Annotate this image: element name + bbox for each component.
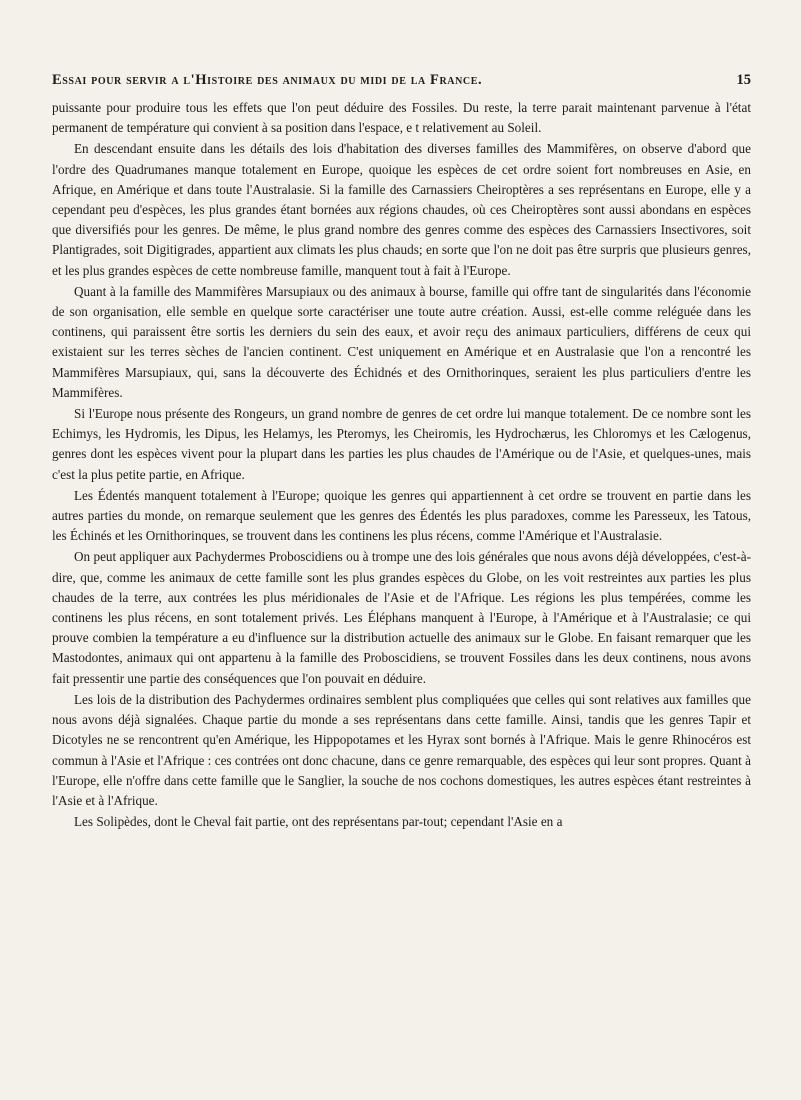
page-number: 15: [736, 72, 751, 88]
running-header: [52, 72, 751, 89]
paragraph-2: En descendant ensuite dans les détails des lois d'habitation des diverses familles des Mammifères, on observe d'abord que l'ordre des Quadrumanes manque totalement en Europe, quoique les espèces de cet ordre soient fort nombreuses en Asie, en Afrique, en Amérique et dans toute l'Australasie. Si la famille des Carnassiers Cheiroptères a ses représentans en Europe, elle y a cependant peu d'espèces, les plus grandes étant bornées aux régions chaudes, où ces Cheiroptères sont aussi abondans en espèces que diversifiés pour les genres. De même, le plus grand nombre des genres comme des espèces des Carnassiers Insectivores, soit Plantigrades, soit Digitigrades, appartient aux climats les plus chauds; en sorte que l'on ne doit pas être surpris que plusieurs genres, et les plus grandes espèces de cette nombreuse famille, manquent tout à fait à l'Europe.: [52, 141, 751, 278]
paragraph-8: Les Solipèdes, dont le Cheval fait partie, ont des représentans par-tout; cependant l'Asie en a: [74, 814, 563, 830]
paragraph-1: puissante pour produire tous les effets que l'on peut déduire des Fossiles. Du reste, la terre parait maintenant parvenue à l'état permanent de température qui convient à sa position dans l'espace, e t relativement au Soleil.: [52, 100, 751, 136]
paragraph-4: Si l'Europe nous présente des Rongeurs, un grand nombre de genres de cet ordre lui manque totalement. De ce nombre sont les Echimys, les Hydromis, les Dipus, les Helamys, les Pteromys, les Cheiromis, les Hydrochærus, les Chloromys et les Cælogenus, genres dont les espèces vivent pour la plupart dans les parties les plus chaudes de l'Amérique ou de l'Asie, et quelques-unes, mais c'est la plus petite partie, en Afrique.: [52, 406, 751, 482]
paragraph-7: Les lois de la distribution des Pachydermes ordinaires semblent plus compliquées que celles qui sont relatives aux familles que nous avons déjà signalées. Chaque partie du monde a ses représentans dans cette famille. Ainsi, tandis que les genres Tapir et Dicotyles ne se rencontrent qu'en Amérique, les Hippopotames et les Hyrax sont bornés à l'Afrique. Mais le genre Rhinocéros est commun à l'Asie et l'Afrique : ces contrées ont donc chacune, dans ce genre remarquable, des espèces qui leur sont propres. Quant à l'Europe, elle n'offre dans cette famille que le Sanglier, la souche de nos cochons domestiques, les autres espèces étant restreintes à l'Asie et à l'Afrique.: [52, 691, 751, 808]
paragraph-6: On peut appliquer aux Pachydermes Proboscidiens ou à trompe une des lois générales que nous avons déjà développées, c'est-à-dire, que, comme les animaux de cette famille sont les plus grandes espèces du Globe, on les voit restreintes aux parties les plus chaudes de la terre, aux contrées les plus méridionales de l'Asie et de l'Afrique. Les régions les plus tempérées, comme les continens les plus récens, en sont totalement privés. Les Éléphans manquent à l'Europe, à l'Amérique et à l'Australasie; ce qui prouve combien la température a eu d'influence sur la distribution actuelle des animaux sur le Globe. En faisant remarquer que les Mastodontes, animaux qui ont appartenu à la famille des Proboscidiens, se trouvent Fossiles dans les deux continens, nous avons fait pressentir une partie des conséquences que l'on pouvait en déduire.: [52, 549, 751, 686]
page-body: [52, 98, 751, 832]
running-title: Essai pour servir a l'Histoire des animaux du midi de la France.: [52, 72, 483, 88]
paragraph-3: Quant à la famille des Mammifères Marsupiaux ou des animaux à bourse, famille qui offre tant de singularités dans l'économie de son organisation, elle semble en quelque sorte caractériser une toute autre création. Aussi, est-elle comme reléguée dans les continens, qui paraissent être sortis les derniers du sein des eaux, et avoir reçu des animaux particuliers, différens de ceux qui existaient sur les terres sèches de l'ancien continent. C'est uniquement en Amérique et en Australasie que l'on a rencontré les Mammifères Marsupiaux, qui, sans la découverte des Échidnés et des Ornithorinques, seraient les plus particuliers d'entre les Mammifères.: [52, 283, 751, 400]
paragraph-5: Les Édentés manquent totalement à l'Europe; quoique les genres qui appartiennent à cet ordre se trouvent en partie dans les autres parties du monde, on remarque seulement que les genres des Édentés les plus paradoxes, comme les Paresseux, les Tatous, les Échinés et les Ornithorinques, se trouvent dans les continens les plus récens, comme l'Amérique et l'Australasie.: [52, 487, 751, 544]
